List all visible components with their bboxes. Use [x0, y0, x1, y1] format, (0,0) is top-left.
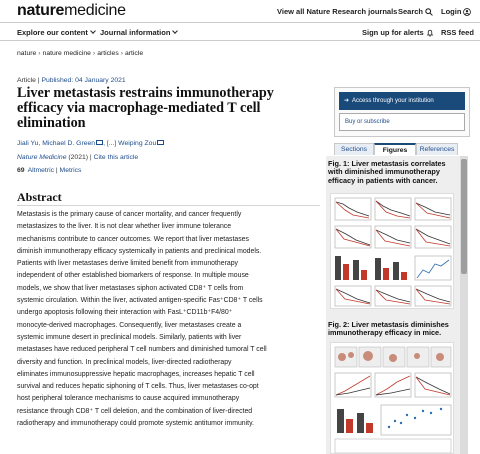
- abstract-line: metastases have reduced peripheral T cell numbers and diminished tumoral T cell: [17, 346, 267, 354]
- breadcrumb-separator: ›: [120, 50, 123, 57]
- abstract-divider: [17, 205, 320, 206]
- journal-info-label: Journal information: [100, 28, 171, 37]
- logo-medicine: medicine: [64, 2, 126, 19]
- author-list: [17, 140, 164, 147]
- tab-references[interactable]: References: [416, 143, 458, 155]
- explore-label: Explore our content: [17, 28, 88, 37]
- publication-year: (2021): [66, 154, 89, 161]
- login-label: Login: [441, 7, 462, 16]
- breadcrumb-item-journal[interactable]: nature medicine: [42, 50, 91, 57]
- all-journals-link[interactable]: View all Nature Research journals: [277, 7, 398, 16]
- breadcrumb-item-articles[interactable]: articles: [97, 50, 119, 57]
- figure-1-graphic: [331, 194, 454, 309]
- abstract-text: [17, 209, 327, 430]
- signup-label: Sign up for alerts: [362, 28, 424, 37]
- scrollbar-thumb[interactable]: [461, 159, 467, 274]
- sidebar-tabs: [334, 143, 458, 155]
- signup-alerts-link[interactable]: [362, 28, 434, 37]
- site-header: [0, 0, 480, 22]
- cite-this-article-link[interactable]: Cite this article: [93, 154, 139, 161]
- metrics-link[interactable]: Metrics: [59, 167, 82, 174]
- search-icon: [425, 8, 433, 16]
- abstract-line: host peripheral tolerance mechanisms to cause acquired immunotherapy: [17, 395, 240, 403]
- chevron-down-icon: [173, 28, 179, 34]
- publish-date: Published: 04 January 2021: [41, 77, 126, 84]
- breadcrumb: [17, 50, 143, 57]
- user-icon: [463, 8, 471, 16]
- figure-2-caption[interactable]: Fig. 2: Liver metastasis diminishes immunotherapy efficacy in mice.: [328, 320, 449, 338]
- bell-icon: [426, 29, 434, 37]
- abstract-line: eliminates immunosuppressive hepatic macrophages, increases hepatic T cell: [17, 370, 255, 378]
- abstract-line: monocyte-derived macrophages. Consequently, liver metastases create a: [17, 321, 242, 329]
- email-icon[interactable]: [157, 140, 164, 145]
- rss-feed-link[interactable]: RSS feed: [441, 28, 474, 37]
- tab-figures[interactable]: Figures: [374, 143, 416, 155]
- abstract-line: diversity and function. In preclinical models, liver-directed radiotherapy: [17, 358, 232, 366]
- metrics-line: 69 Altmetric | Metrics: [17, 167, 82, 174]
- abstract-heading: Abstract: [17, 190, 62, 204]
- nav-bar: [0, 22, 480, 41]
- abstract-line: Metastasis is the primary cause of cancer mortality, and cancer frequently: [17, 211, 242, 218]
- tab-sections[interactable]: Sections: [334, 143, 374, 155]
- journal-name: Nature Medicine: [17, 154, 67, 161]
- arrow-right-icon: ➜: [344, 98, 350, 104]
- abstract-line: systemic circulation. Within the liver, activated antigen-specific Fas⁺CD8⁺ T cells: [17, 297, 263, 305]
- figure-2-graphic: [331, 343, 454, 454]
- journal-logo[interactable]: [17, 2, 126, 20]
- access-panel: [334, 87, 470, 137]
- logo-nature: nature: [17, 2, 65, 19]
- abstract-line: undergo apoptosis following their interaction with FasL⁺CD11b⁺F4/80⁺: [17, 309, 233, 317]
- chevron-down-icon: [90, 28, 96, 34]
- article-meta: Article | Published: 04 January 2021: [17, 77, 126, 84]
- abstract-line: models, we show that liver metastases siphon activated CD8⁺ T cells from: [17, 284, 244, 292]
- abstract-line: resistance through CD8⁺ T cell deletion, and the combination of liver-directed: [17, 407, 253, 415]
- explore-content-menu[interactable]: [17, 28, 95, 37]
- author-names-rest[interactable]: , [...] Weiping Zou: [103, 140, 157, 147]
- abstract-line: independent of other established biomarkers of response. In multiple mouse: [17, 272, 249, 280]
- figure-1-thumbnail[interactable]: [330, 193, 454, 309]
- abstract-line: radiotherapy and immunotherapy could promote systemic antitumor immunity.: [17, 420, 254, 428]
- breadcrumb-item-article: article: [124, 50, 144, 57]
- abstract-line: systemic immune desert in preclinical models. Similarly, patients with liver: [17, 333, 242, 341]
- figures-scrollbar[interactable]: [460, 156, 468, 454]
- altmetric-score: 69: [17, 167, 25, 174]
- breadcrumb-separator: ›: [38, 50, 41, 57]
- breadcrumb-separator: ›: [92, 50, 96, 57]
- figure-2-thumbnail[interactable]: [330, 342, 454, 454]
- abstract-line: survival and reduces hepatic siphoning of T cells. Thus, liver metastases co-opt: [17, 383, 259, 391]
- article-title: Liver metastasis restrains immunotherapy efficacy via macrophage-mediated T cell elimination: [17, 85, 274, 132]
- abstract-line: mechanisms contribute to cancer outcomes. We report that liver metastases: [17, 235, 249, 243]
- abstract-line: diminish immunotherapy efficacy systemically in patients and preclinical models.: [17, 247, 262, 255]
- search-label: Search: [398, 7, 424, 16]
- figure-1-caption[interactable]: Fig. 1: Liver metastasis correlates with diminished immunotherapy efficacy in patients with cancer.: [328, 159, 446, 185]
- login-button[interactable]: [441, 7, 471, 16]
- institution-access-label: Access through your institution: [352, 98, 434, 104]
- institution-access-button[interactable]: [339, 92, 465, 110]
- abstract-line: Patients with liver metastases derive limited benefit from immunotherapy: [17, 260, 238, 268]
- altmetric-link[interactable]: Altmetric: [27, 167, 54, 174]
- author-names[interactable]: Jiali Yu, Michael D. Green: [17, 140, 96, 147]
- abstract-line: metastasizes to the liver. It is not clear whether liver immune tolerance: [17, 223, 232, 231]
- search-button[interactable]: [398, 7, 433, 16]
- journal-information-menu[interactable]: [100, 28, 177, 37]
- breadcrumb-item-nature[interactable]: nature: [17, 50, 37, 57]
- citation-line: Nature Medicine (2021) | Cite this article: [17, 154, 139, 161]
- buy-subscribe-button[interactable]: Buy or subscribe: [339, 113, 465, 131]
- article-type: Article: [17, 77, 36, 84]
